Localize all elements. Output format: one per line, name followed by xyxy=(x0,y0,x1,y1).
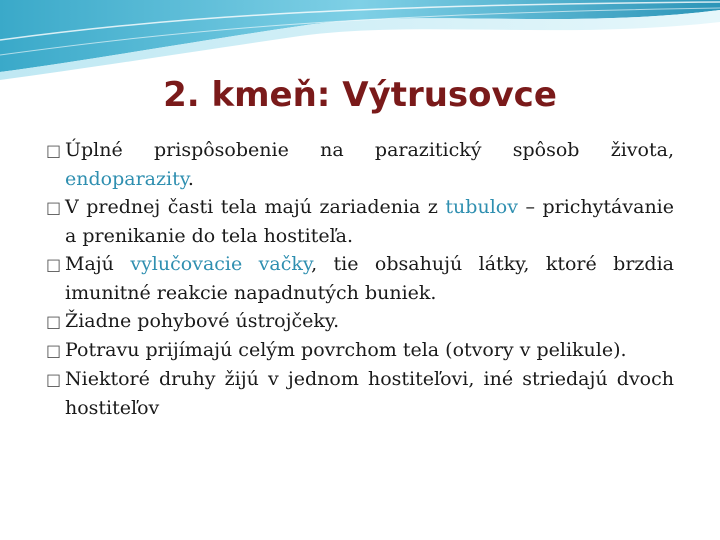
list-item: □ Niektoré druhy žijú v jednom hostiteľovi, iné striedajú dvoch hostiteľov xyxy=(46,368,674,419)
highlighted-term: vylučovacie vačky xyxy=(130,253,312,275)
checkbox-bullet-icon: □ xyxy=(46,312,62,331)
list-item: □ Žiadne pohybové ústrojčeky. xyxy=(46,307,674,336)
checkbox-bullet-icon: □ xyxy=(46,341,62,360)
checkbox-bullet-icon: □ xyxy=(46,255,62,274)
list-item: □ Potravu prijímajú celým povrchom tela (otvory v pelikule). xyxy=(46,336,674,365)
list-item: □ V prednej časti tela majú zariadenia z tubulov – prichytávanie a prenikanie do tela hostiteľa. xyxy=(46,196,674,247)
header-wave-decoration xyxy=(0,0,720,80)
checkbox-bullet-icon: □ xyxy=(46,141,62,160)
slide-title: 2. kmeň: Výtrusovce xyxy=(163,75,557,115)
checkbox-bullet-icon: □ xyxy=(46,370,62,389)
highlighted-term: endoparazity xyxy=(65,168,188,190)
checkbox-bullet-icon: □ xyxy=(46,198,62,217)
highlighted-term: tubulov xyxy=(445,196,518,218)
bullet-list xyxy=(46,136,674,422)
list-item: □ Úplné prispôsobenie na parazitický spôsob života, endoparazity. xyxy=(46,139,674,190)
list-item: □ Majú vylučovacie vačky, tie obsahujú látky, ktoré brzdia imunitné reakcie napadnutých buniek. xyxy=(46,253,675,304)
